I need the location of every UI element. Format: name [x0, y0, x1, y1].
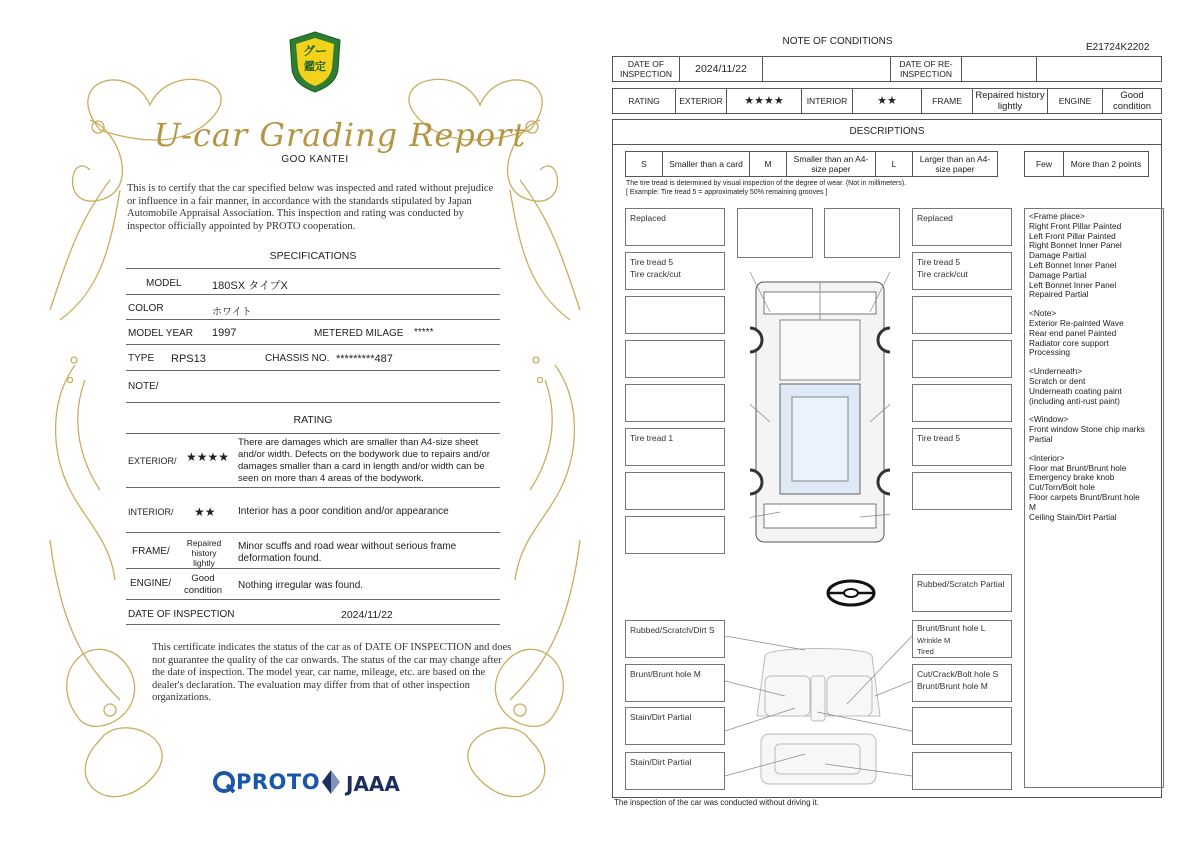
- divider: [126, 402, 500, 403]
- damage-box-top-1: [737, 208, 813, 258]
- specifications-heading: SPECIFICATIONS: [269, 250, 357, 262]
- damage-box-right-6: [912, 428, 1012, 466]
- chassis-label: CHASSIS NO.: [265, 353, 330, 364]
- box-text: Tire crack/cut: [630, 269, 681, 279]
- description-line: Emergency brake knob: [1029, 472, 1115, 483]
- damage-box-left-3: [625, 296, 725, 334]
- note-heading: NOTE OF CONDITIONS: [782, 36, 893, 47]
- legend-few: Few: [1024, 151, 1064, 177]
- exterior-stars: ★★★★: [726, 88, 802, 114]
- divider: [126, 599, 500, 600]
- description-line: Left Front Pillar Painted: [1029, 230, 1116, 241]
- interior-box-right-1: [912, 620, 1012, 658]
- engine-value: Good condition: [183, 573, 223, 596]
- interior-box-left-3: [625, 707, 725, 745]
- steering-wheel-icon: [825, 578, 877, 608]
- description-line: Radiator core support: [1029, 337, 1109, 348]
- box-text: Stain/Dirt Partial: [630, 757, 692, 767]
- chassis-value: *********487: [336, 353, 393, 365]
- box-text: Stain/Dirt Partial: [630, 712, 692, 722]
- description-line: Scratch or dent: [1029, 375, 1086, 386]
- tire-note-1: The tire tread is determined by visual inspection of the degree of wear. (Not in millimeters).: [626, 180, 907, 187]
- divider: [126, 532, 500, 533]
- type-label: TYPE: [128, 353, 155, 364]
- description-line: <Underneath>: [1029, 366, 1083, 377]
- interior-stars: ★★: [852, 88, 922, 114]
- damage-box-left-8: [625, 516, 725, 554]
- date-reinspection-value: [961, 56, 1037, 82]
- exterior-label: EXTERIOR/: [128, 456, 177, 466]
- box-text: Tire tread 5: [630, 257, 674, 267]
- box-text: Wrinkle M: [917, 635, 951, 645]
- legend-l: L: [875, 151, 913, 177]
- model-year-value: 1997: [212, 327, 237, 339]
- damage-box-right-4: [912, 340, 1012, 378]
- interior-box-left-4: [625, 752, 725, 790]
- engine-label: ENGINE: [1047, 88, 1103, 114]
- description-group: [1029, 367, 1159, 406]
- badge-bottom-text: 鑑定: [304, 61, 326, 73]
- frame-description: Minor scuffs and road wear without serious frame deformation found.: [238, 541, 457, 564]
- description-line: Underneath coating paint: [1029, 385, 1122, 396]
- damage-box-right-5: [912, 384, 1012, 422]
- description-line: <Window>: [1029, 414, 1069, 425]
- frame-label: FRAME: [921, 88, 973, 114]
- description-line: Damage Partial: [1029, 250, 1087, 261]
- damage-box-left-5: [625, 384, 725, 422]
- damage-box-left-1: [625, 208, 725, 246]
- exterior-description: There are damages which are smaller than A4-size sheet and/or width. Defects on the bodywork due to repairs and/or damages smaller than a card in length and/or width can be seen on more than 4 areas of the bodywork.: [238, 437, 490, 484]
- divider: [126, 294, 500, 295]
- type-value: RPS13: [171, 353, 206, 365]
- description-line: Cut/Torn/Bolt hole: [1029, 482, 1095, 493]
- jaaa-logo-text: JAAA: [346, 772, 400, 796]
- date-of-inspection-value: 2024/11/22: [341, 609, 393, 621]
- proto-logo-icon: [212, 770, 236, 794]
- divider: [126, 319, 500, 320]
- tire-note-2: [ Example: Tire tread 5 = approximately 50% remaining grooves ]: [626, 189, 828, 196]
- descriptions-list: [1024, 208, 1164, 788]
- legend-few-text: More than 2 points: [1063, 151, 1149, 177]
- damage-box-right-3: [912, 296, 1012, 334]
- badge-top-text: グー: [302, 44, 327, 58]
- date-inspection-label: DATE OF INSPECTION: [612, 56, 680, 82]
- description-line: Left Bonnet Inner Panel: [1029, 279, 1117, 290]
- damage-box-right-1: [912, 208, 1012, 246]
- mileage-label: METERED MILAGE: [314, 328, 404, 339]
- model-label: MODEL: [146, 278, 182, 289]
- description-line: M: [1029, 501, 1036, 512]
- damage-box-left-4: [625, 340, 725, 378]
- box-text: Tire tread 5: [917, 433, 961, 443]
- exterior-stars: ★★★★: [186, 450, 230, 464]
- description-line: Ceiling Stain/Dirt Partial: [1029, 511, 1117, 522]
- interior-box-left-2: [625, 664, 725, 702]
- model-value: 180SX タイプX: [212, 280, 288, 292]
- date-inspection-value: 2024/11/22: [679, 56, 763, 82]
- date-of-inspection-label: DATE OF INSPECTION: [128, 609, 235, 620]
- divider: [126, 487, 500, 488]
- description-group: [1029, 212, 1159, 300]
- description-line: Floor carpets Brunt/Brunt hole: [1029, 491, 1140, 502]
- divider: [612, 144, 1162, 145]
- interior-box-right-3: [912, 707, 1012, 745]
- car-interior-diagram-icon: [725, 636, 912, 796]
- description-line: Right Bonnet Inner Panel: [1029, 240, 1122, 251]
- interior-box-right-4: [912, 752, 1012, 790]
- box-text: Tired: [917, 647, 934, 656]
- legend-s: S: [625, 151, 663, 177]
- steering-damage-box: [912, 574, 1012, 612]
- damage-box-left-7: [625, 472, 725, 510]
- box-text: Brunt/Brunt hole M: [917, 681, 988, 691]
- note-label: NOTE/: [128, 381, 159, 392]
- description-line: (including anti-rust paint): [1029, 395, 1120, 406]
- rating-heading: RATING: [293, 414, 333, 426]
- certificate-intro: This is to certify that the car specified below was inspected and rated without prejudice or influence in a fair manner, in accordance with the standards stipulated by Japan Automobile Appraisal Association. This inspection and rating was conducted by inspector officially appointed by PROTO cooperation.: [127, 183, 494, 232]
- color-label: COLOR: [128, 303, 164, 314]
- box-text: Tire crack/cut: [917, 269, 968, 279]
- legend-m-text: Smaller than an A4-size paper: [786, 151, 876, 177]
- note-footer: The inspection of the car was conducted without driving it.: [614, 798, 819, 807]
- divider: [126, 624, 500, 625]
- frame-value: Repaired history lightly: [972, 88, 1048, 114]
- engine-description: Nothing irregular was found.: [238, 580, 364, 591]
- description-line: <Note>: [1029, 308, 1057, 319]
- description-line: <Interior>: [1029, 452, 1065, 463]
- report-id: E21724K2202: [1086, 42, 1150, 53]
- rating-label: RATING: [612, 88, 676, 114]
- mileage-value: *****: [414, 327, 434, 338]
- legend-m: M: [749, 151, 787, 177]
- description-line: Floor mat Brunt/Brunt hole: [1029, 462, 1127, 473]
- box-text: Replaced: [917, 213, 953, 223]
- description-line: Right Front Pillar Painted: [1029, 220, 1122, 231]
- description-line: <Frame place>: [1029, 211, 1085, 221]
- description-line: Repaired Partial: [1029, 289, 1089, 300]
- box-text: Tire tread 1: [630, 433, 674, 443]
- description-line: Exterior Re-painted Wave: [1029, 317, 1124, 328]
- car-exterior-diagram-icon: [750, 272, 890, 552]
- date-reinspection-label: DATE OF RE-INSPECTION: [890, 56, 962, 82]
- divider: [126, 370, 500, 371]
- blank-cell: [762, 56, 891, 82]
- damage-box-left-6: [625, 428, 725, 466]
- description-group: [1029, 415, 1159, 444]
- note-of-conditions: [610, 30, 1170, 820]
- box-text: Rubbed/Scratch Partial: [917, 579, 1005, 589]
- grading-certificate: [40, 20, 590, 830]
- certificate-footer: This certificate indicates the status of the car as of DATE OF INSPECTION and does not guarantee the quality of the car onwards. The status of the car may change after the date of inspection. The model year, car name, mileage, etc. are based on the dealer's declaration. The evaluation may differ from that of other inspection organizations.: [152, 642, 512, 703]
- description-line: Rear end panel Painted: [1029, 327, 1117, 338]
- damage-box-right-7: [912, 472, 1012, 510]
- description-group: [1029, 309, 1159, 358]
- box-text: Rubbed/Scratch/Dirt S: [630, 625, 715, 635]
- interior-box-left-1: [625, 620, 725, 658]
- certificate-subtitle: GOO KANTEI: [281, 154, 349, 165]
- model-year-label: MODEL YEAR: [128, 328, 194, 339]
- exterior-label: EXTERIOR: [675, 88, 727, 114]
- engine-label: ENGINE/: [130, 578, 172, 589]
- description-line: Front window Stone chip marks: [1029, 424, 1145, 435]
- proto-logo-text: PROTO: [236, 770, 321, 794]
- divider: [126, 344, 500, 345]
- description-line: Partial: [1029, 433, 1053, 444]
- interior-description: Interior has a poor condition and/or appearance: [238, 506, 449, 517]
- description-line: Damage Partial: [1029, 269, 1087, 280]
- box-text: Cut/Crack/Bolt hole S: [917, 669, 999, 679]
- damage-box-top-2: [824, 208, 900, 258]
- description-line: Processing: [1029, 347, 1071, 358]
- divider: [126, 568, 500, 569]
- frame-label: FRAME/: [132, 546, 170, 557]
- damage-box-left-2: [625, 252, 725, 290]
- engine-value: Good condition: [1102, 88, 1162, 114]
- divider: [126, 268, 500, 269]
- box-text: Replaced: [630, 213, 666, 223]
- interior-box-right-2: [912, 664, 1012, 702]
- legend-s-text: Smaller than a card: [662, 151, 750, 177]
- divider: [126, 433, 500, 434]
- legend-l-text: Larger than an A4-size paper: [912, 151, 998, 177]
- interior-stars: ★★: [194, 505, 216, 519]
- interior-label: INTERIOR: [801, 88, 853, 114]
- color-value: ホワイト: [212, 307, 252, 318]
- blank-cell: [1036, 56, 1162, 82]
- box-text: Brunt/Brunt hole M: [630, 669, 701, 679]
- description-line: Left Bonnet Inner Panel: [1029, 259, 1117, 270]
- interior-label: INTERIOR/: [128, 507, 174, 517]
- box-text: Brunt/Brunt hole L: [917, 623, 986, 633]
- certificate-title: U-car Grading Report: [153, 116, 527, 154]
- jaaa-logo-icon: [320, 769, 342, 795]
- damage-box-right-2: [912, 252, 1012, 290]
- descriptions-heading: DESCRIPTIONS: [849, 126, 925, 137]
- frame-value: Repaired history lightly: [186, 538, 222, 568]
- description-group: [1029, 454, 1159, 523]
- box-text: Tire tread 5: [917, 257, 961, 267]
